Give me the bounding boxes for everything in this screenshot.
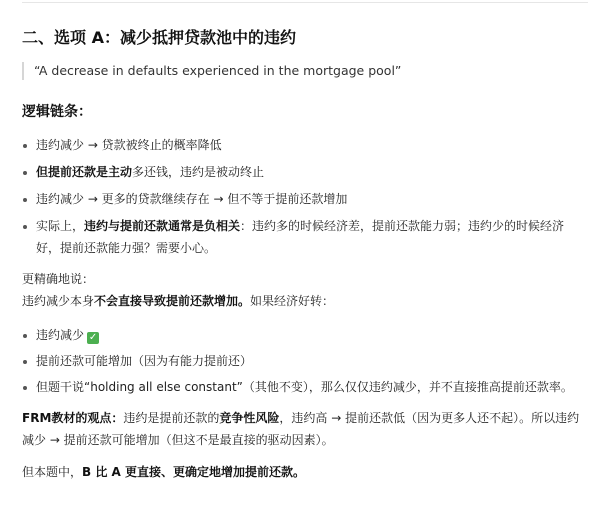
precise-text: 违约减少本身不会直接导致提前还款增加。如果经济好转：: [22, 294, 335, 308]
logic-list: [22, 134, 588, 259]
list-item: 但提前还款是主动多还钱，违约是被动终止: [22, 161, 588, 183]
top-divider: [22, 2, 588, 3]
precise-statement: [22, 268, 588, 312]
list-item: 违约减少 → 贷款被终止的概率降低: [22, 134, 588, 156]
precise-label: 更精确地说：: [22, 272, 95, 286]
blockquote: “A decrease in defaults experienced in the mortgage pool”: [22, 62, 588, 80]
condition-list: [22, 324, 588, 398]
logic-chain-heading: 逻辑链条：: [22, 104, 92, 120]
frm-viewpoint: FRM教材的观点：违约是提前还款的竞争性风险，违约高 → 提前还款低（因为更多人还不起）。所以违约减少 → 提前还款可能增加（但这不是最直接的驱动因素）。: [22, 411, 580, 447]
check-mark-icon: ✓: [88, 332, 98, 343]
section-heading: 二、选项 A：减少抵押贷款池中的违约: [22, 28, 296, 47]
list-item: 实际上，违约与提前还款通常是负相关：违约多的时候经济差，提前还款能力弱；违约少的时候经济好，提前还款能力强？需要小心。: [22, 215, 588, 259]
list-item: 提前还款可能增加（因为有能力提前还）: [22, 350, 588, 372]
answer-content: [22, 26, 588, 483]
list-item: 违约减少 → 更多的贷款继续存在 → 但不等于提前还款增加: [22, 188, 588, 210]
list-item: 但题干说“holding all else constant”（其他不变），那么仅仅违约减少，并不直接推高提前还款率。: [22, 376, 588, 398]
conclusion: 但本题中，B 比 A 更直接、更确定地增加提前还款。: [22, 465, 305, 479]
list-item: 违约减少 ✓: [22, 324, 588, 346]
